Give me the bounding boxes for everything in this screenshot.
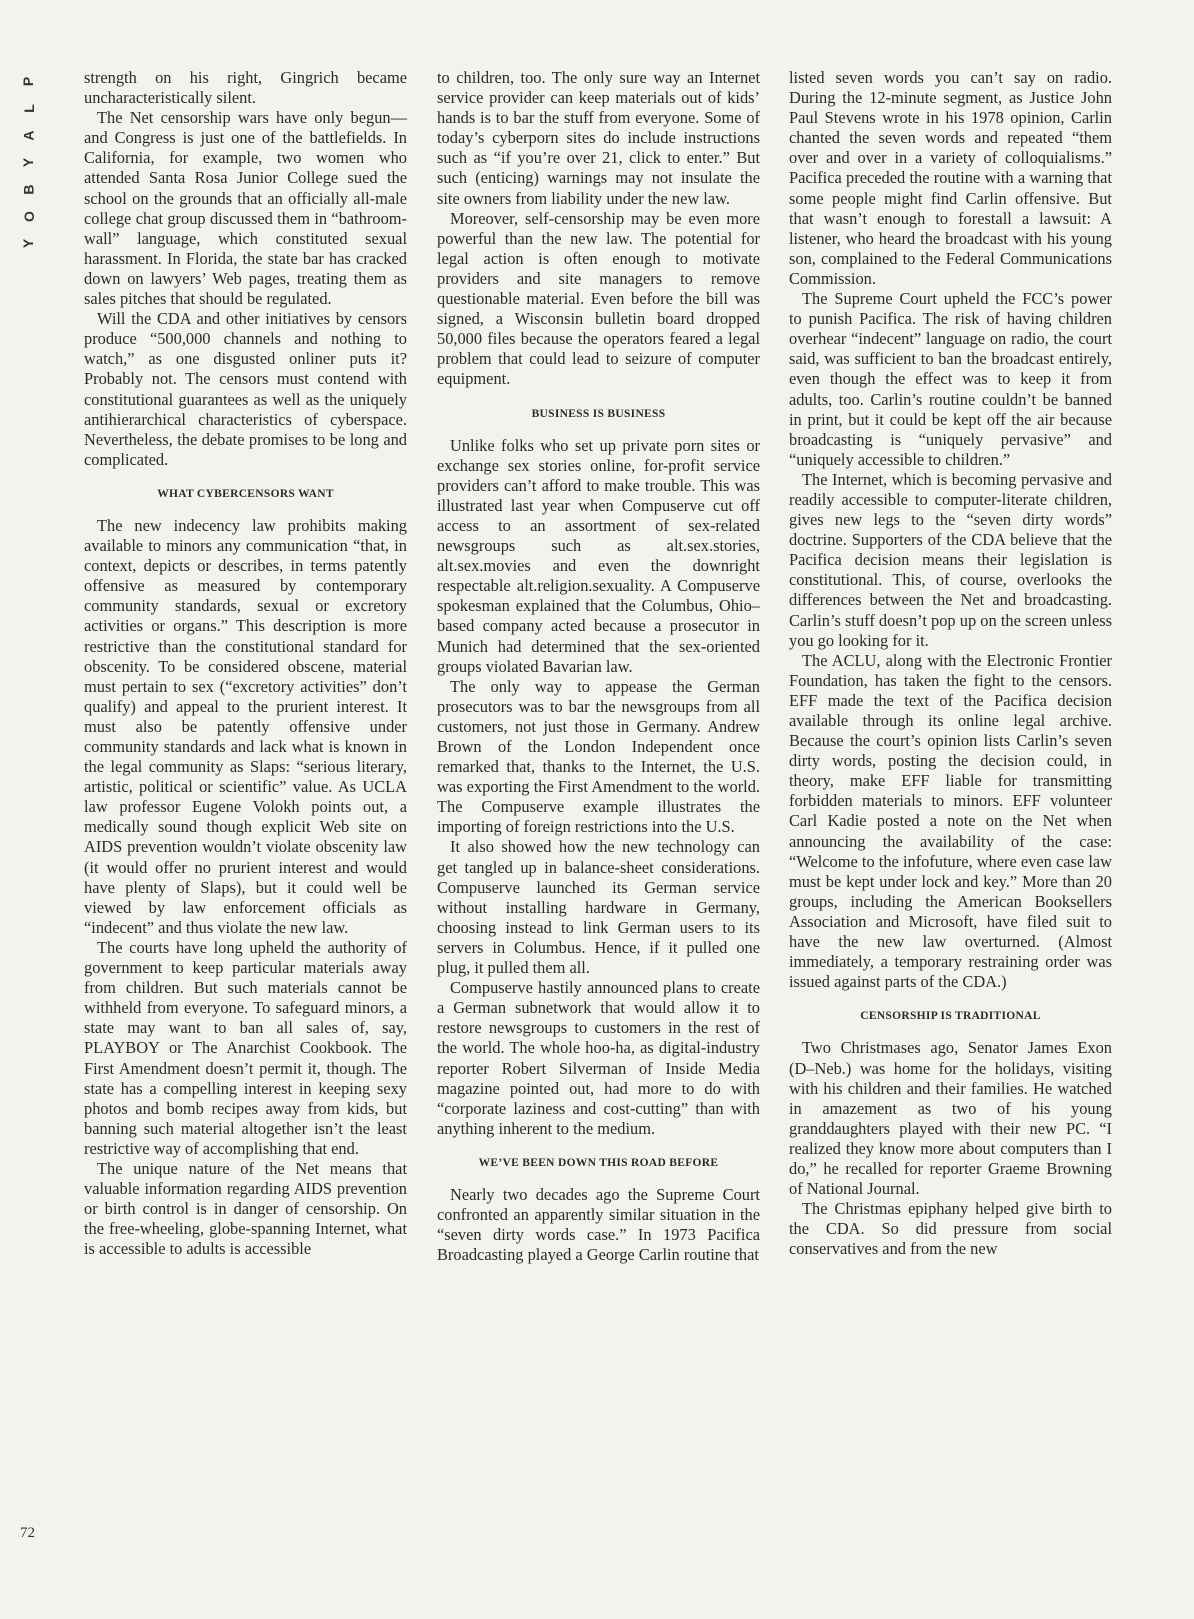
body-paragraph: to children, too. The only sure way an Internet service provider can keep materials out of kids’ hands is to bar the stuff from everyone. Some of today’s cyberporn sites do include instructions such as “if you’re over 21, click to enter.” But such (enticing) warnings may not insulate the site owners from liability under the new law. [437,68,760,208]
section-heading: WE’VE BEEN DOWN THIS ROAD BEFORE [478,1156,719,1169]
running-head-letter: P [20,76,37,87]
body-paragraph: The Net censorship wars have only begun—and Congress is just one of the battlefields. In California, for example, two women who attended Santa Rosa Junior College sued the school on the grounds that an officially all-male college chat group discussed them in “bathroom-wall” language, which constituted sexual harassment. In Florida, the state bar has cracked down on lawyers’ Web pages, treating them as sales pitches that should be regulated. [84,108,407,309]
body-paragraph: The Supreme Court upheld the FCC’s power to punish Pacifica. The risk of having children overhear “indecent” language on radio, the court said, was sufficient to ban the broadcast entirely, even though the effect was to keep it from adults, too. Carlin’s routine couldn’t be banned in print, but it could be kept off the air because broadcasting is “uniquely pervasive” and “uniquely accessible to children.” [789,289,1112,469]
running-head-letter: Y [20,238,37,249]
body-paragraph: It also showed how the new technology can get tangled up in balance-sheet considerations. Compuserve launched its German service without installing hardware in Germany, choosing instead to link German users to its servers in Columbus. Hence, if it pulled one plug, it pulled them all. [437,837,760,978]
body-paragraph: Unlike folks who set up private porn sites or exchange sex stories online, for-profit service providers can’t afford to make trouble. This was illustrated last year when Compuserve cut off access to an assortment of sex-related newsgroups such as alt.sex.stories, alt.sex.movies and even the downright respectable alt.religion.sexuality. A Compuserve spokesman explained that the Columbus, Ohio–based company acted because a prosecutor in Munich had determined that the sex-oriented groups violated Bavarian law. [437,435,760,676]
body-paragraph: Will the CDA and other initiatives by censors produce “500,000 channels and nothing to watch,” as one disgusted onliner puts it? Probably not. The censors must contend with constitutional guarantees as well as the uniquely antihierarchical characteristics of cyberspace. Nevertheless, the debate promises to be long and complicated. [84,309,407,469]
running-head-letter: B [20,184,37,195]
body-paragraph: The Christmas epiphany helped give birth to the CDA. So did pressure from social conservatives and from the new [789,1199,1112,1259]
article-column-2 [437,68,760,1265]
body-paragraph: listed seven words you can’t say on radio. During the 12-minute segment, as Justice John Paul Stevens wrote in his 1978 opinion, Carlin chanted the seven words and repeated “them over and over in a variety of colloquialisms.” Pacifica preceded the routine with a warning that some people might find Carlin offensive. But that wasn’t enough to forestall a lawsuit: A listener, who heard the broadcast with his young son, complained to the Federal Communications Commission. [789,68,1112,288]
running-head [22,68,46,257]
body-paragraph: Compuserve hastily announced plans to create a German subnetwork that would allow it to restore newsgroups to customers in the rest of the world. The whole hoo-ha, as digital-industry reporter Robert Silverman of Inside Media magazine pointed out, had more to do with “corporate laziness and cost-cutting” than with anything inherent to the medium. [437,978,760,1138]
running-head-letter: O [20,211,37,222]
body-paragraph: strength on his right, Gingrich became uncharacteristically silent. [84,68,407,108]
article-column-1 [84,68,407,1259]
body-paragraph: The courts have long upheld the authority of government to keep particular materials away from children. But such materials cannot be withheld from everyone. To safeguard minors, a state may want to ban all sales of, say, PLAYBOY or The Anarchist Cookbook. The First Amendment doesn’t permit it, though. The state has a compelling interest in keeping sexy photos and bomb recipes away from kids, but banning such material altogether isn’t the least restrictive way of accomplishing that end. [84,937,407,1158]
running-head-letter: L [20,104,37,113]
body-paragraph: The unique nature of the Net means that valuable information regarding AIDS prevention or birth control is in danger of censorship. On the free-wheeling, globe-spanning Internet, what is accessible to adults is accessible [84,1158,407,1259]
article-column-3 [789,68,1112,1259]
running-head-letter: A [20,130,37,141]
body-paragraph: Moreover, self-censorship may be even more powerful than the new law. The potential for legal action is often enough to motivate providers and site managers to remove questionable material. Even before the bill was signed, a Wisconsin bulletin board dropped 50,000 files because the operators feared a legal problem that could lead to seizure of computer equipment. [437,208,760,389]
running-head-letter: Y [20,157,37,168]
body-paragraph: The ACLU, along with the Electronic Frontier Foundation, has taken the fight to the censors. EFF made the text of the Pacifica decision available through its online legal archive. Because the court’s opinion lists Carlin’s seven dirty words, posting the decision could, in theory, make EFF liable for transmitting forbidden materials to minors. EFF volunteer Carl Kadie posted a note on the Net when announcing the availability of the case: “Welcome to the infofuture, where even case law must be kept under lock and key.” More than 20 groups, including the American Booksellers Association and Microsoft, have filed suit to have the new law overturned. (Almost immediately, a temporary restraining order was issued against parts of the CDA.) [789,650,1112,992]
body-paragraph: Two Christmases ago, Senator James Exon (D–Neb.) was home for the holidays, visiting with his children and their families. He watched in amazement as two of his young granddaughters played with their new PC. “I realized they know more about computers than I do,” he recalled for reporter Graeme Browning of National Journal. [789,1038,1112,1199]
body-paragraph: Nearly two decades ago the Supreme Court confronted an apparently similar situation in the “seven dirty words case.” In 1973 Pacifica Broadcasting played a George Carlin routine that [437,1184,760,1265]
page-number: 72 [20,1525,35,1541]
body-paragraph: The Internet, which is becoming pervasive and readily accessible to computer-literate children, gives new legs to the “seven dirty words” doctrine. Supporters of the CDA believe that the Pacifica decision means their legislation is constitutional. This, of course, overlooks the differences between the Net and broadcasting. Carlin’s stuff doesn’t pop up on the screen unless you go looking for it. [789,469,1112,650]
section-heading: CENSORSHIP IS TRADITIONAL [860,1010,1041,1023]
body-paragraph: The new indecency law prohibits making available to minors any communication “that, in context, depicts or describes, in terms patently offensive as measured by contemporary community standards, sexual or excretory activities or organs.” This description is more restrictive than the constitutional standard for obscenity. To be considered obscene, material must pertain to sex (“excretory activities” don’t qualify) and appeal to the prurient interest. It must also be patently offensive under community standards and lack what is known in the legal community as Slaps: “serious literary, artistic, political or scientific” value. As UCLA law professor Eugene Volokh points out, a medically sound though explicit Web site on AIDS prevention wouldn’t violate obscenity law (it would offer no prurient interest and would have plenty of Slaps), but it could well be viewed by law enforcement officials as “indecent” and thus violate the new law. [84,515,407,937]
section-heading: WHAT CYBERCENSORS WANT [157,487,334,500]
section-heading: BUSINESS IS BUSINESS [531,407,666,420]
body-paragraph: The only way to appease the German prosecutors was to bar the newsgroups from all customers, not just those in Germany. Andrew Brown of the London Independent once remarked that, thanks to the Internet, the U.S. was exporting the First Amendment to the world. The Compuserve example illustrates the importing of foreign restrictions into the U.S. [437,676,760,837]
